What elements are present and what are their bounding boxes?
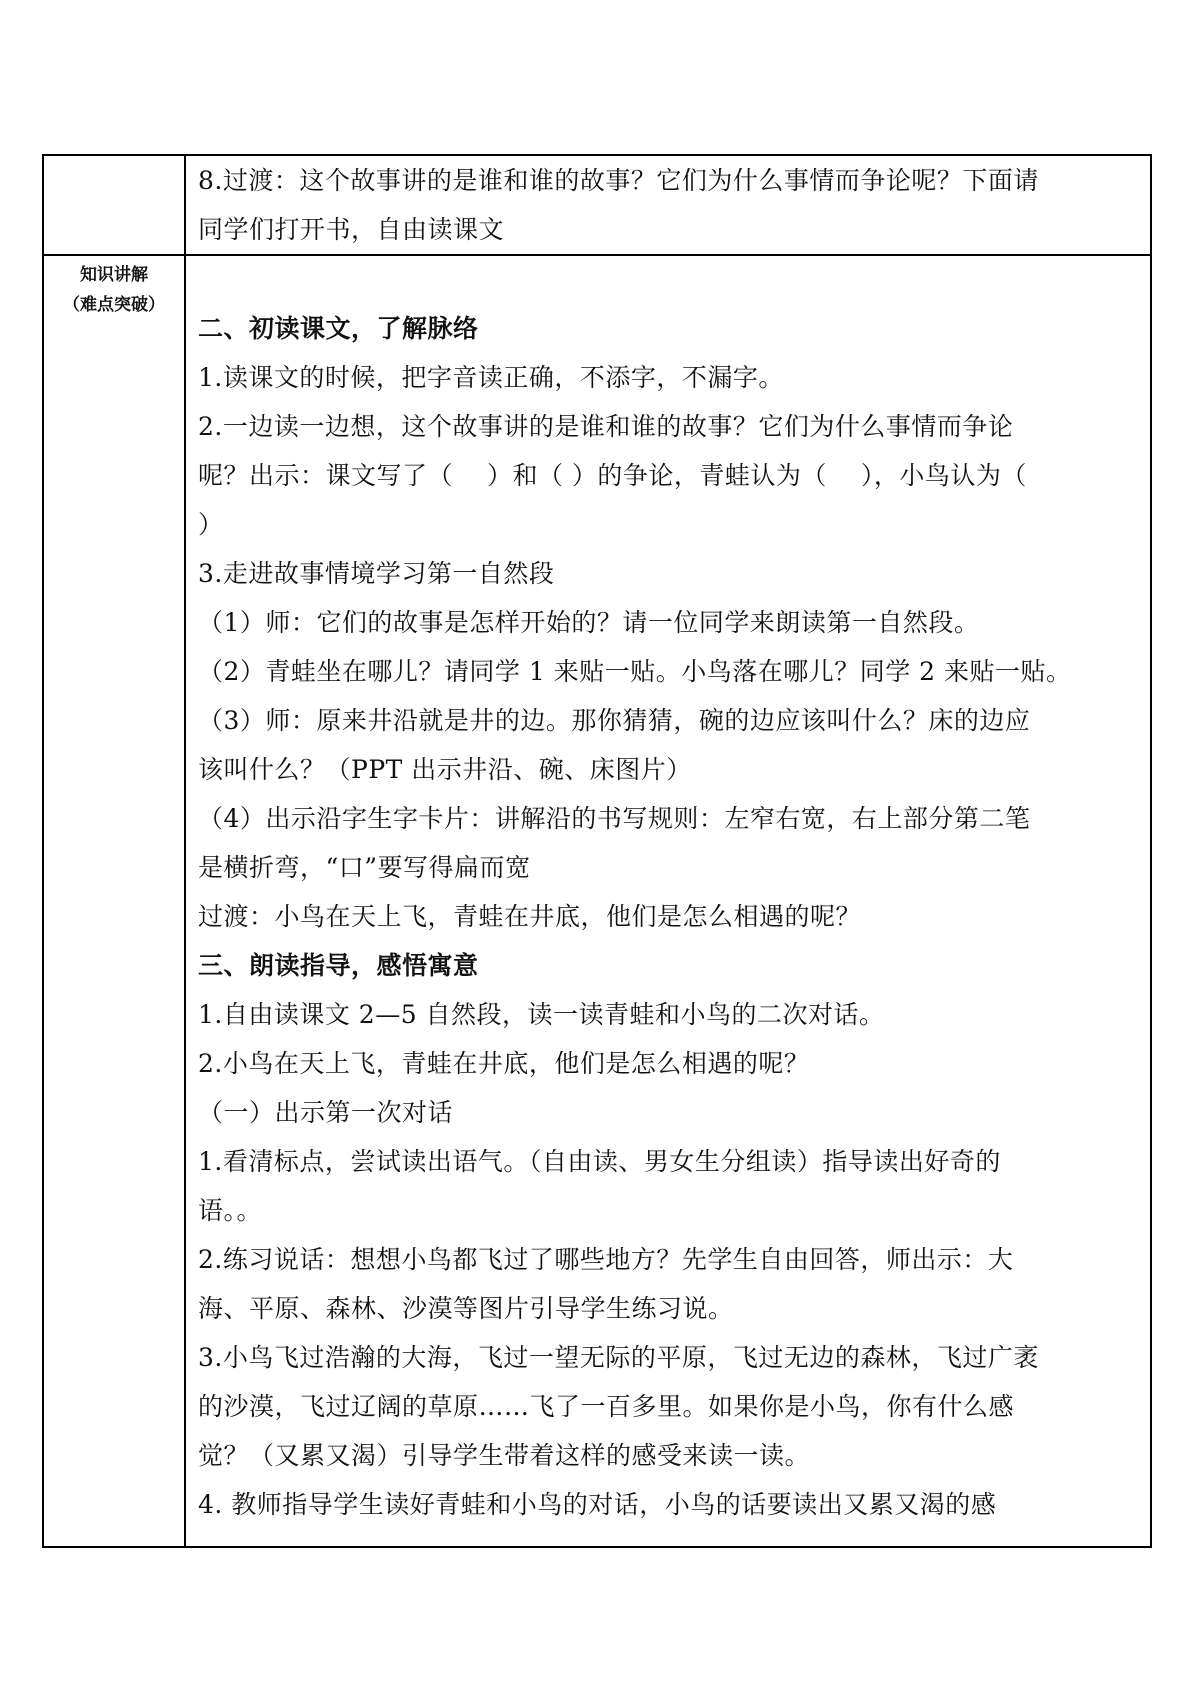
content-line: 觉？（又累又渴）引导学生带着这样的感受来读一读。 (198, 1441, 811, 1470)
content-line: 该叫什么？（PPT 出示井沿、碗、床图片） (198, 755, 692, 784)
row-content-cell (185, 155, 1151, 255)
lesson-plan-table (42, 154, 1152, 1548)
row-content-cell (185, 255, 1151, 1547)
content-line: ） (198, 510, 224, 539)
content-line: 海、平原、森林、沙漠等图片引导学生练习说。 (198, 1294, 734, 1323)
content-line: 8.过渡：这个故事讲的是谁和谁的故事？它们为什么事情而争论呢？下面请 (198, 166, 1039, 195)
section-heading: 二、初读课文，了解脉络 (198, 314, 479, 343)
row-label-line: 知识讲解 (80, 265, 148, 285)
content-line: 4. 教师指导学生读好青蛙和小鸟的对话，小鸟的话要读出又累又渴的感 (198, 1490, 997, 1519)
table-row (43, 155, 1151, 255)
row-label (44, 256, 184, 320)
section-heading: 三、朗读指导，感悟寓意 (198, 951, 479, 980)
row-content (186, 256, 1150, 1529)
row-label-cell (43, 155, 185, 255)
row-label-cell (43, 255, 185, 1547)
content-line: 同学们打开书，自由读课文 (198, 215, 505, 244)
content-line: 语。。 (198, 1196, 263, 1225)
content-line: 2.练习说话：想想小鸟都飞过了哪些地方？先学生自由回答，师出示：大 (198, 1245, 1014, 1274)
content-line: 3.小鸟飞过浩瀚的大海，飞过一望无际的平原，飞过无边的森林，飞过广袤 (198, 1343, 1039, 1372)
content-line: （4）出示沿字生字卡片：讲解沿的书写规则：左窄右宽，右上部分第二笔 (198, 804, 1031, 833)
content-line: （3）师：原来井沿就是井的边。那你猜猜，碗的边应该叫什么？床的边应 (198, 706, 1031, 735)
content-line: 1.读课文的时候，把字音读正确，不添字，不漏字。 (198, 363, 784, 392)
row-label (44, 156, 184, 160)
content-line: 的沙漠，飞过辽阔的草原……飞了一百多里。如果你是小鸟，你有什么感 (198, 1392, 1015, 1421)
content-line: 3.走进故事情境学习第一自然段 (198, 559, 555, 588)
row-content (186, 156, 1150, 254)
content-line: 1.看清标点，尝试读出语气。（自由读、男女生分组读）指导读出好奇的 (198, 1147, 1001, 1176)
content-line: （2）青蛙坐在哪儿？请同学 1 来贴一贴。小鸟落在哪儿？同学 2 来贴一贴。 (198, 657, 1072, 686)
content-line: 2.一边读一边想，这个故事讲的是谁和谁的故事？它们为什么事情而争论 (198, 412, 1014, 441)
content-line: 是横折弯，“口”要写得扁而宽 (198, 853, 531, 882)
content-line: 过渡：小鸟在天上飞，青蛙在井底，他们是怎么相遇的呢？ (198, 902, 862, 931)
row-label-line: （难点突破） (63, 295, 165, 315)
content-line: （1）师：它们的故事是怎样开始的？请一位同学来朗读第一自然段。 (198, 608, 980, 637)
table-row (43, 255, 1151, 1547)
content-line: 1.自由读课文 2—5 自然段，读一读青蛙和小鸟的二次对话。 (198, 1000, 885, 1029)
content-line: 2.小鸟在天上飞，青蛙在井底，他们是怎么相遇的呢？ (198, 1049, 810, 1078)
content-line: （一）出示第一次对话 (198, 1098, 454, 1127)
content-line: 呢？出示：课文写了（ ）和（ ）的争论，青蛙认为（ ），小鸟认为（ (198, 461, 1027, 490)
